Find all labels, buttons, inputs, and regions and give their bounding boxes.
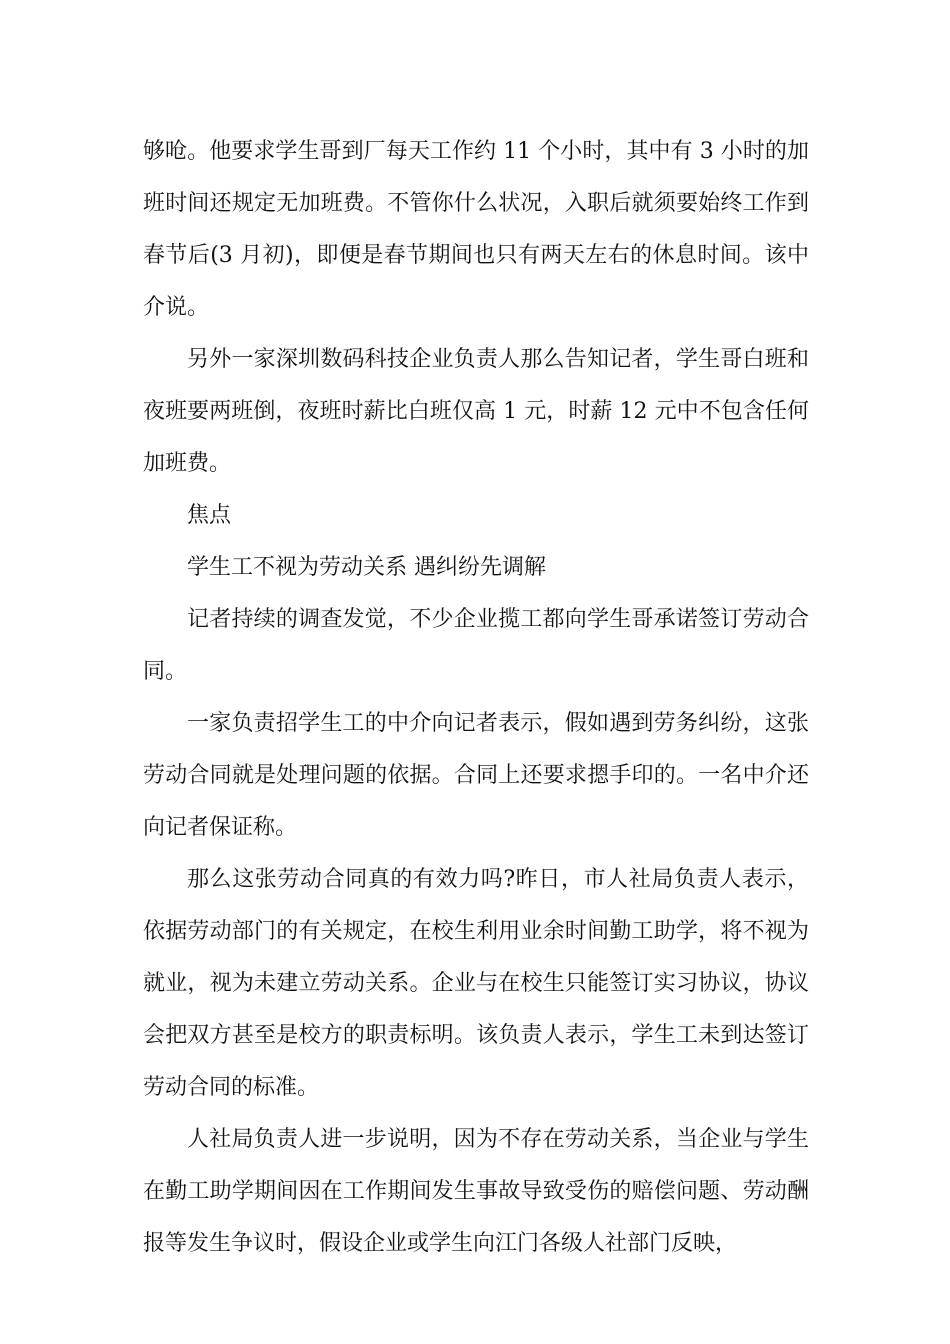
paragraph: 人社局负责人进一步说明，因为不存在劳动关系，当企业与学生在勤工助学期间因在工作期间发生事故导致受伤的赔偿问题、劳动酬报等发生争议时，假设企业或学生向江门各级人社部门反映， — [143, 1127, 809, 1256]
section-heading: 学生工不视为劳动关系 遇纠纷先调解 — [187, 555, 546, 580]
paragraph: 一家负责招学生工的中介向记者表示，假如遇到劳务纠纷，这张劳动合同就是处理问题的依据。合同上还要求摁手印的。一名中介还向记者保证称。 — [143, 711, 809, 840]
paragraph: 另外一家深圳数码科技企业负责人那么告知记者，学生哥白班和夜班要两班倒，夜班时薪比白班仅高 1 元，时薪 12 元中不包含任何加班费。 — [143, 347, 809, 476]
paragraph: 那么这张劳动合同真的有效力吗?昨日，市人社局负责人表示，依据劳动部门的有关规定，在校生利用业余时间勤工助学，将不视为就业，视为未建立劳动关系。企业与在校生只能签订实习协议，协议会把双方甚至是校方的职责标明。该负责人表示，学生工未到达签订劳动合同的标准。 — [143, 867, 809, 1100]
section-label: 焦点 — [187, 503, 232, 528]
paragraph: 记者持续的调查发觉，不少企业揽工都向学生哥承诺签订劳动合同。 — [143, 607, 809, 684]
paragraph: 够呛。他要求学生哥到厂每天工作约 11 个小时，其中有 3 小时的加班时间还规定无加班费。不管你什么状况，入职后就须要始终工作到春节后(3 月初)，即便是春节期间也只有两天左右的休息时间。该中介说。 — [143, 139, 809, 320]
document-body — [143, 126, 809, 1270]
